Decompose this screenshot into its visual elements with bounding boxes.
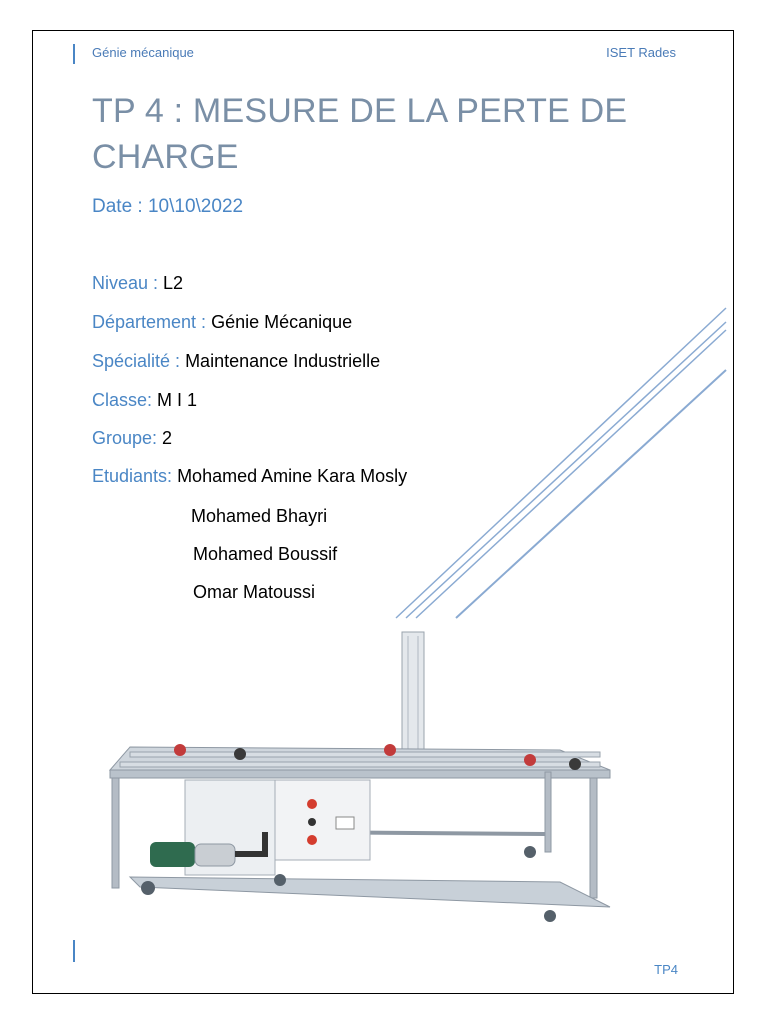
info-label: Spécialité : [92,351,186,371]
info-value: L2 [163,273,184,293]
student-name: Mohamed Boussif [193,544,338,564]
info-classe [92,390,197,411]
info-etudiants [92,466,407,487]
student-name: Mohamed Bhayri [191,506,328,526]
page-title: TP 4 : MESURE DE LA PERTE DE CHARGE [92,92,628,176]
info-departement [92,312,352,333]
student-name: Omar Matoussi [193,582,316,602]
date-line [92,196,243,218]
footer-label: TP4 [654,962,678,977]
footer-accent-bar [73,940,75,962]
info-groupe [92,428,172,449]
info-value: 2 [162,428,173,448]
info-value: M I 1 [157,390,198,410]
info-label: Classe: [92,390,158,410]
date-value: 10\10\2022 [147,196,244,217]
info-label: Département : [92,312,212,332]
info-value: Génie Mécanique [211,312,353,332]
info-label: Niveau : [92,273,164,293]
info-value: Mohamed Amine Kara Mosly [177,466,408,486]
info-value: Maintenance Industrielle [185,351,381,371]
header-department: Génie mécanique [92,45,194,60]
header-accent-bar [73,44,75,64]
info-label: Etudiants: [92,466,178,486]
decorative-diagonal-lines [390,300,730,622]
test-bench-image [90,622,620,922]
info-label: Groupe: [92,428,163,448]
info-niveau [92,273,183,294]
date-label: Date : [92,196,148,217]
info-specialite [92,351,380,372]
header-institute: ISET Rades [606,45,676,60]
